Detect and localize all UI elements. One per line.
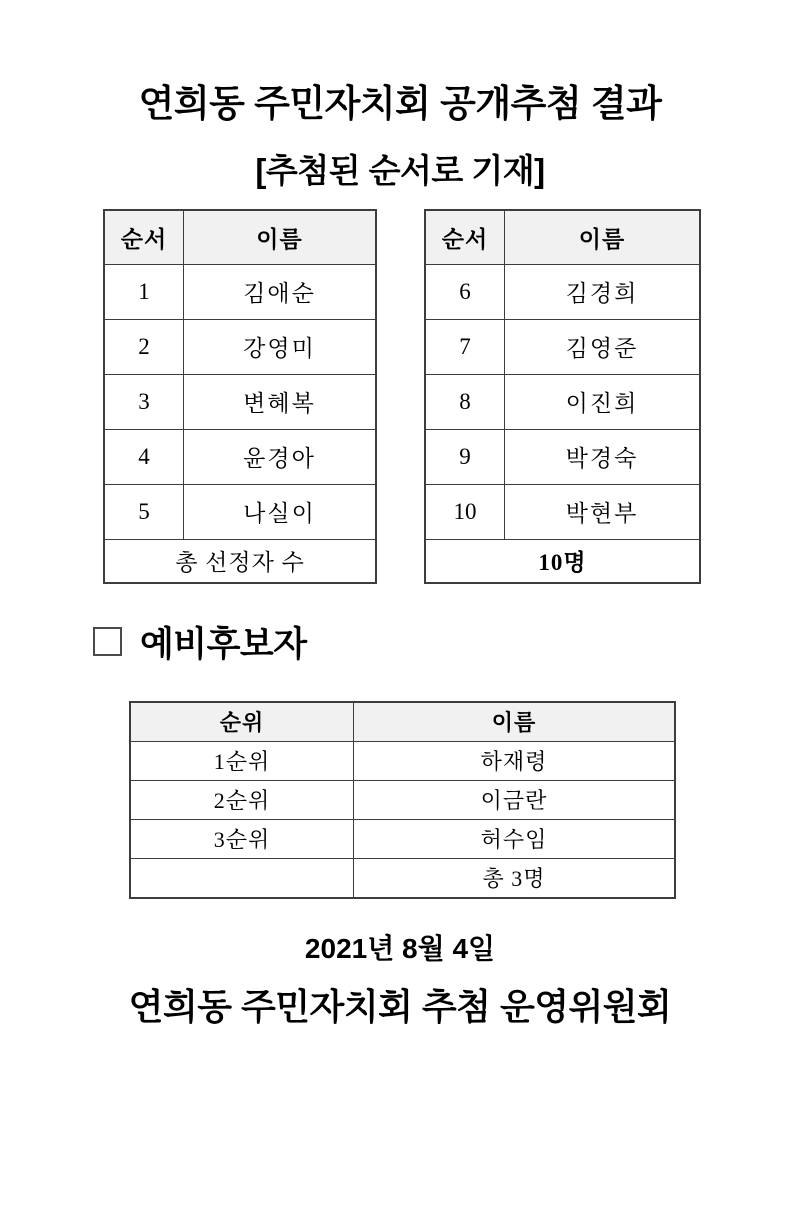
document-page <box>0 84 800 1215</box>
table-footer-row <box>130 858 675 898</box>
column-header-name: 이름 <box>505 210 701 265</box>
column-header-order: 순서 <box>425 210 505 265</box>
document-organization: 연희동 주민자치회 추첨 운영위원회 <box>128 985 672 1027</box>
column-header-name: 이름 <box>184 210 377 265</box>
name-cell: 이금란 <box>354 780 676 819</box>
total-count-cell: 총 3명 <box>354 858 676 898</box>
document-subtitle: [추첨된 순서로 기재] <box>255 151 545 189</box>
selected-table-left <box>103 209 377 584</box>
name-cell: 김영준 <box>505 319 701 374</box>
table-row <box>425 484 700 539</box>
order-cell: 6 <box>425 264 505 319</box>
name-cell: 허수임 <box>354 819 676 858</box>
order-cell: 2 <box>104 319 184 374</box>
table-row <box>130 819 675 858</box>
order-cell: 7 <box>425 319 505 374</box>
total-label-cell: 총 선정자 수 <box>104 539 376 583</box>
table-row <box>104 374 376 429</box>
name-cell: 김애순 <box>184 264 377 319</box>
table-row <box>130 741 675 780</box>
selected-table-right <box>424 209 701 584</box>
name-cell: 하재령 <box>354 741 676 780</box>
table-row <box>425 264 700 319</box>
order-cell: 5 <box>104 484 184 539</box>
document-title: 연희동 주민자치회 공개추첨 결과 <box>138 83 662 124</box>
rank-cell-empty <box>130 858 354 898</box>
table-row <box>425 319 700 374</box>
column-header-name: 이름 <box>354 702 676 742</box>
rank-cell: 2순위 <box>130 780 354 819</box>
order-cell: 4 <box>104 429 184 484</box>
table-row <box>104 484 376 539</box>
name-cell: 윤경아 <box>184 429 377 484</box>
total-count-cell: 10명 <box>425 539 700 583</box>
name-cell: 나실이 <box>184 484 377 539</box>
column-header-rank: 순위 <box>130 702 354 742</box>
table-row <box>130 780 675 819</box>
reserve-section-heading <box>93 617 800 667</box>
order-cell: 10 <box>425 484 505 539</box>
name-cell: 박경숙 <box>505 429 701 484</box>
name-cell: 김경희 <box>505 264 701 319</box>
table-row <box>425 374 700 429</box>
selected-tables-row <box>0 209 800 584</box>
table-footer-row <box>425 539 700 583</box>
table-row <box>104 429 376 484</box>
order-cell: 3 <box>104 374 184 429</box>
column-header-order: 순서 <box>104 210 184 265</box>
order-cell: 8 <box>425 374 505 429</box>
table-header-row <box>130 702 675 742</box>
section-heading-label: 예비후보자 <box>140 624 307 664</box>
document-date: 2021년 8월 4일 <box>304 932 496 964</box>
order-cell: 9 <box>425 429 505 484</box>
table-row <box>104 264 376 319</box>
reserve-candidates-table <box>129 701 676 899</box>
table-footer-row <box>104 539 376 583</box>
table-row <box>425 429 700 484</box>
rank-cell: 3순위 <box>130 819 354 858</box>
name-cell: 변혜복 <box>184 374 377 429</box>
name-cell: 강영미 <box>184 319 377 374</box>
table-header-row <box>425 210 700 265</box>
order-cell: 1 <box>104 264 184 319</box>
rank-cell: 1순위 <box>130 741 354 780</box>
empty-square-icon <box>93 627 122 656</box>
table-row <box>104 319 376 374</box>
name-cell: 박현부 <box>505 484 701 539</box>
table-header-row <box>104 210 376 265</box>
name-cell: 이진희 <box>505 374 701 429</box>
